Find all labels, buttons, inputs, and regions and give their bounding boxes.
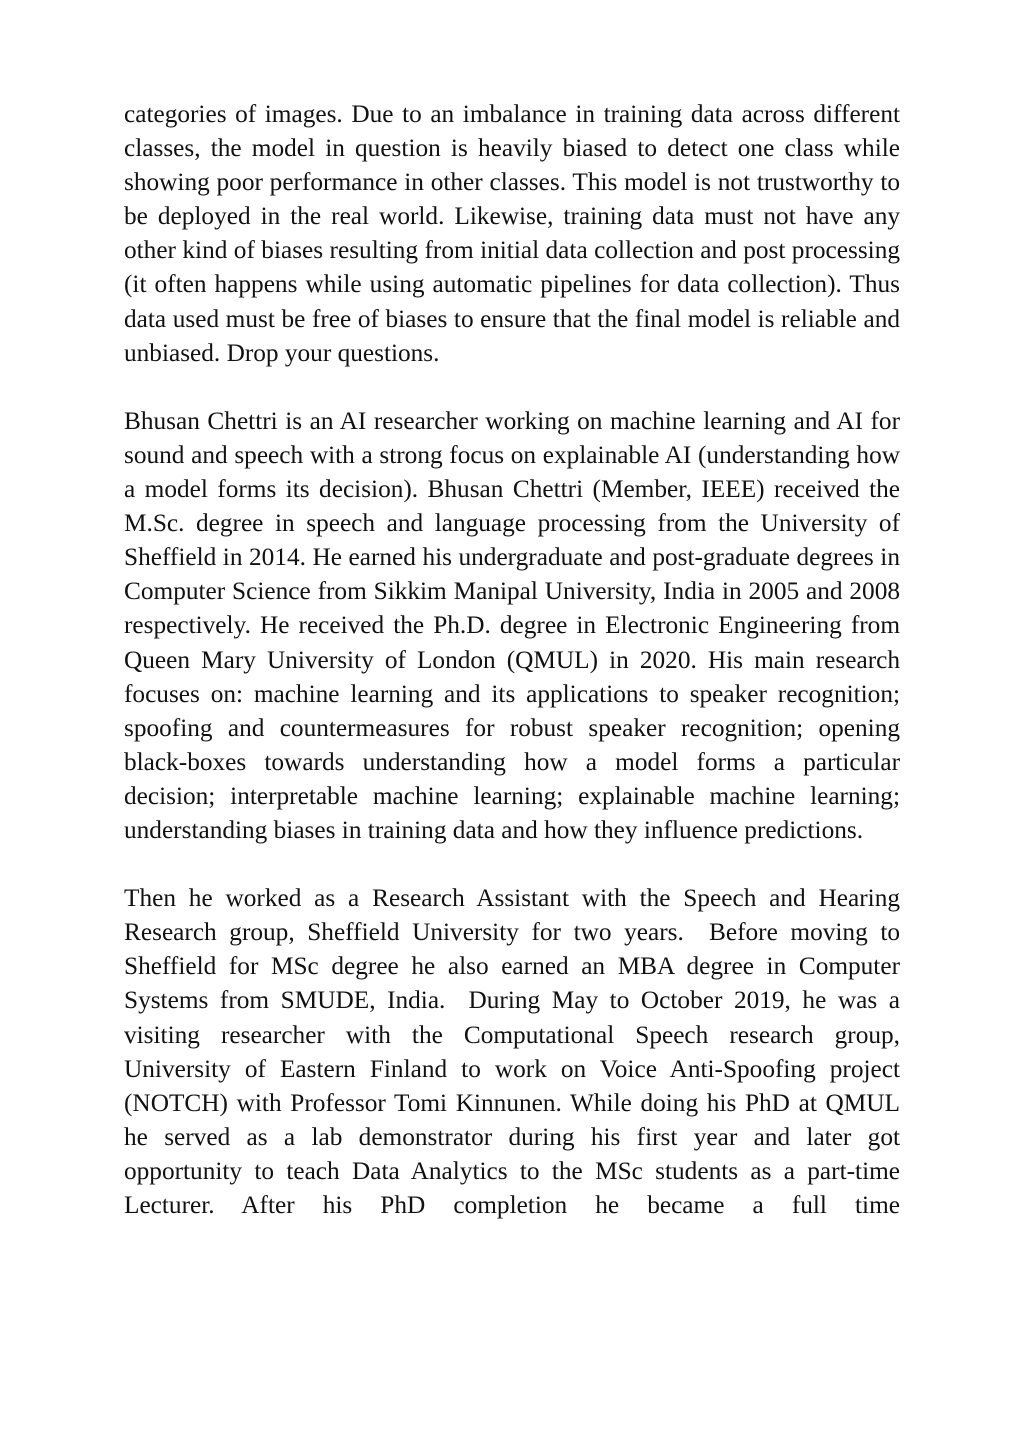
paragraph-author-bio: Bhusan Chettri is an AI researcher working on machine learning and AI for sound and speech with a strong focus on explainable AI (understanding how a model forms its decision). Bhusan Chettri (Member, IEEE) received the M.Sc. degree in speech and language processing from the University of Sheffield in 2014. He earned his undergraduate and post-graduate degrees in Computer Science from Sikkim Manipal University, India in 2005 and 2008 respectively. He received the Ph.D. degree in Electronic Engineering from Queen Mary University of London (QMUL) in 2020. His main research focuses on: machine learning and its applications to speaker recognition; spoofing and countermeasures for robust speaker recognition; opening black-boxes towards understanding how a model forms a particular decision; interpretable machine learning; explainable machine learning; understanding biases in training data and how they influence predictions. xyxy=(124,406,907,844)
document-page xyxy=(124,97,907,1222)
paragraph-dataset-bias: categories of images. Due to an imbalance in training data across different classes, the model in question is heavily biased to detect one class while showing poor performance in other classes. This model is not trustworthy to be deployed in the real world. Likewise, training data must not have any other kind of biases resulting from initial data collection and post processing (it often happens while using automatic pipelines for data collection). Thus data used must be free of biases to ensure that the final model is reliable and unbiased. Drop your questions. xyxy=(124,100,907,367)
paragraph-career: Then he worked as a Research Assistant with the Speech and Hearing Research group, Sheffield University for two years. Before moving to Sheffield for MSc degree he also earned an MBA degree in Computer Systems from SMUDE, India. During May to October 2019, he was a visiting researcher with the Computational Speech research group, University of Eastern Finland to work on Voice Anti-Spoofing project (NOTCH) with Professor Tomi Kinnunen. While doing his PhD at QMUL he served as a lab demonstrator during his first year and later got opportunity to teach Data Analytics to the MSc students as a part-time Lecturer. After his PhD completion he became a full time xyxy=(124,884,907,1219)
